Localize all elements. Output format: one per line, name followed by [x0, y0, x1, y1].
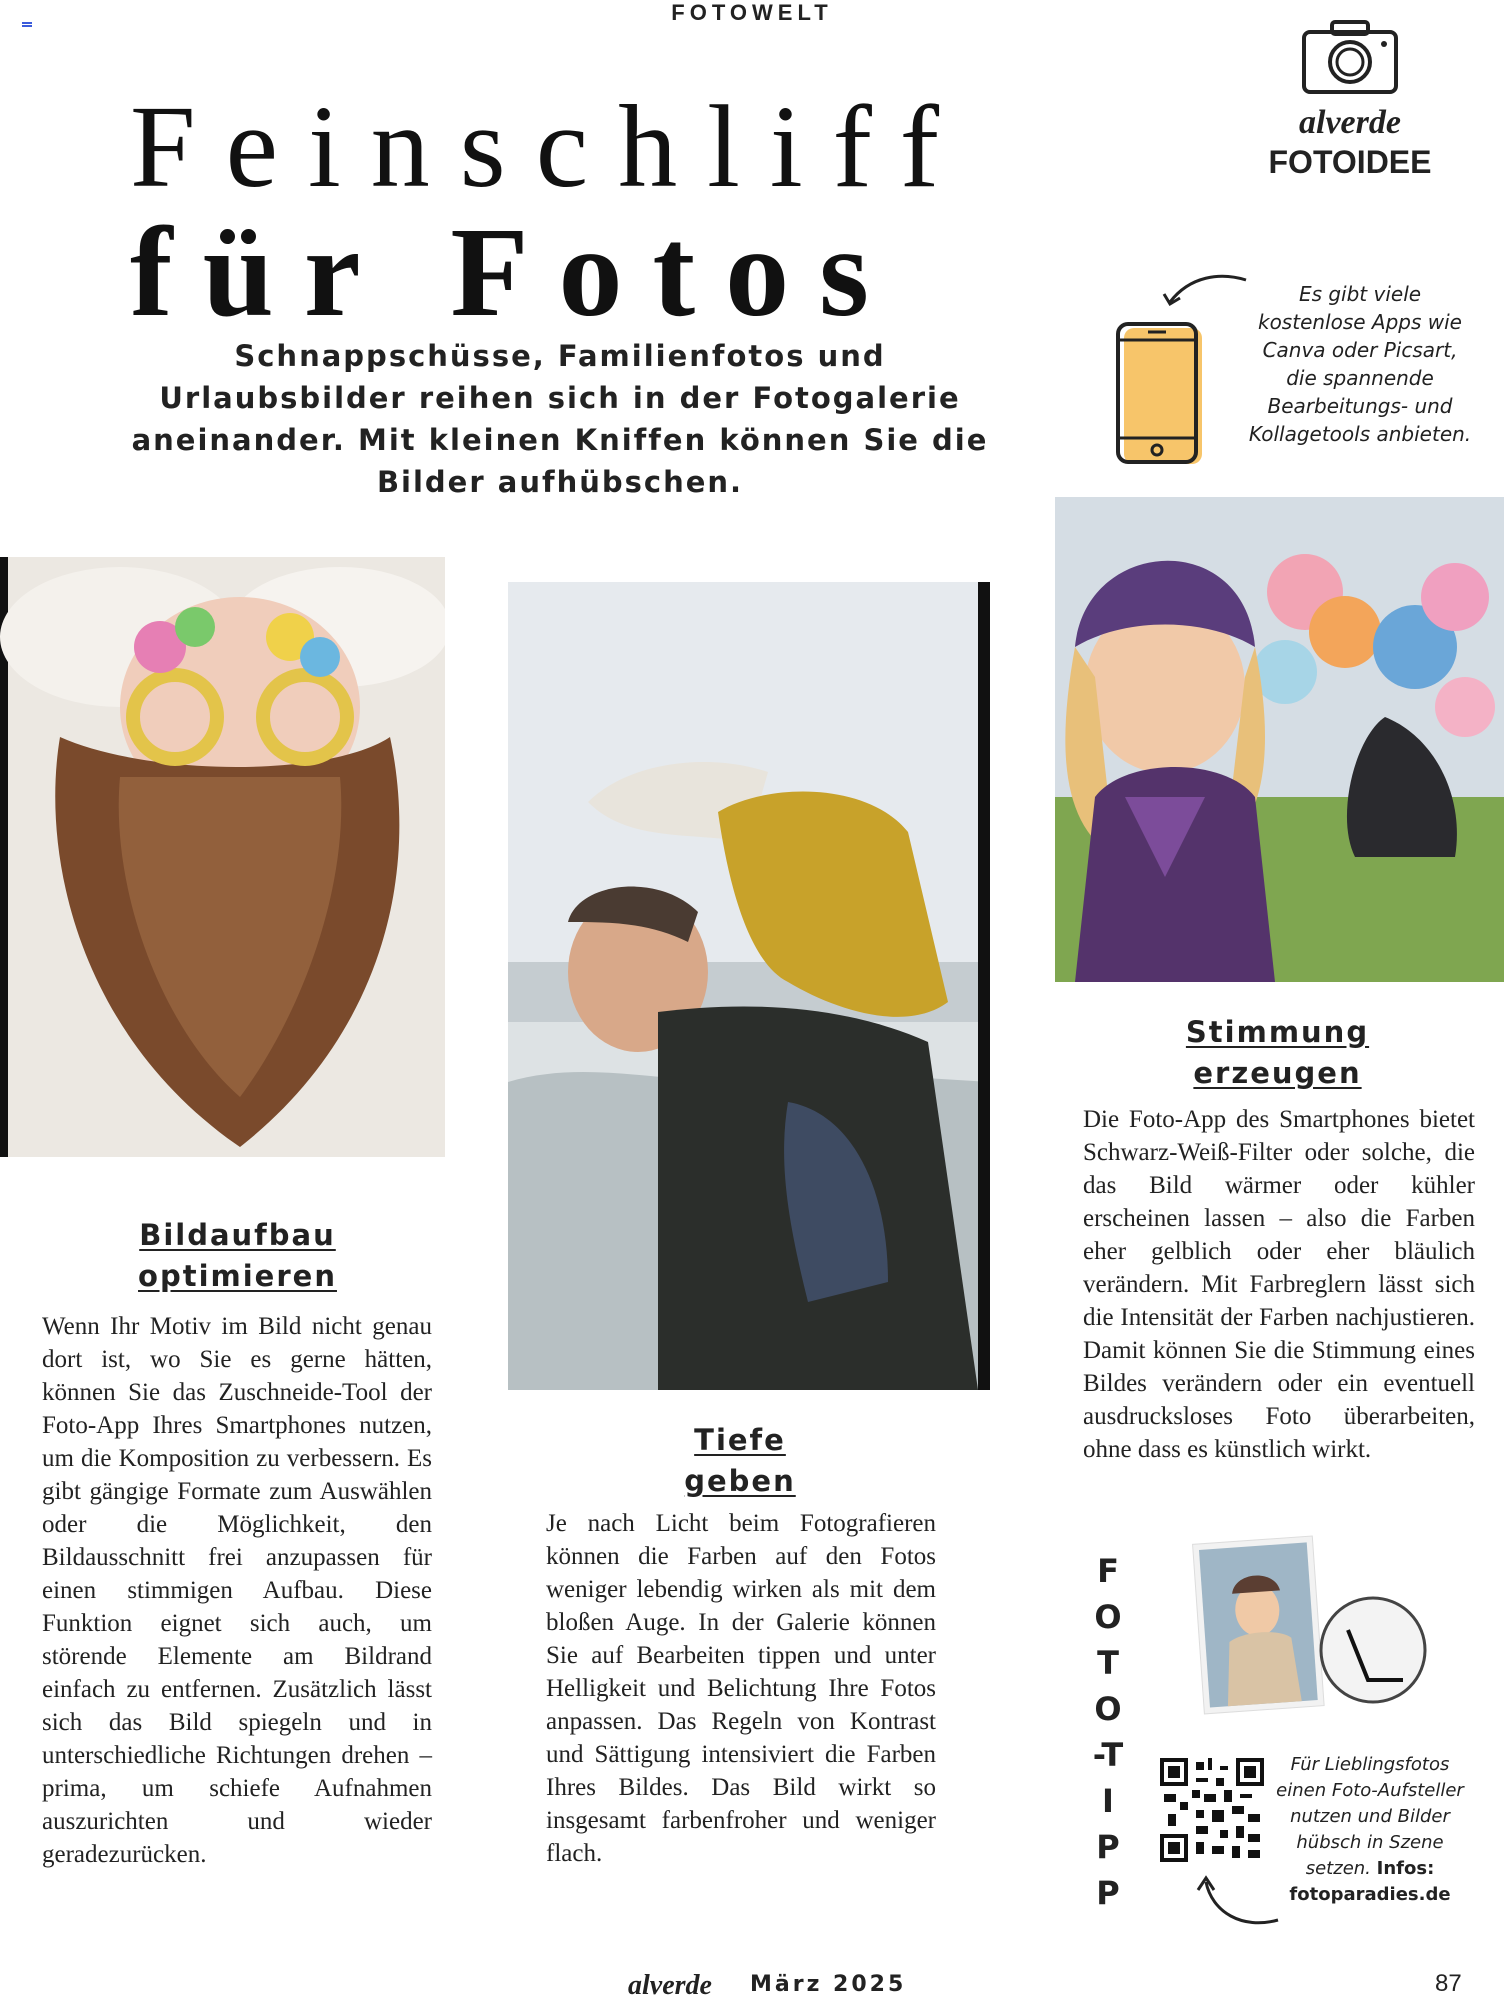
foto-tipp-note-text: Für Lieblingsfotos einen Foto-Aufsteller nutzen und Bilder hübsch in Szene setzen. — [1276, 1754, 1464, 1879]
footer-date: März 2025 — [750, 1972, 907, 1997]
footer-brand: alverde — [628, 1970, 712, 2000]
heading-line1: Tiefe — [694, 1423, 786, 1457]
section-body-bildaufbau: Wenn Ihr Motiv im Bild nicht genau dort ist, wo Sie es gerne hätten, können Sie das Zuschneide-Tool der Foto-App Ihres Smartphones nutzen, um die Komposition zu verbessern. Es gibt gängige Formate zum Auswählen oder die Möglichkeit, den Bildausschnitt frei anzupassen für einen stimmigen Aufbau. Diese Funktion eignet sich auch, um störende Elemente am Bildrand einfach zu entfernen. Zusätzlich lässt sich das Bild spiegeln und in unterschiedliche Richtungen drehen – prima, um schiefe Aufnahmen auszurichten und wieder geradezurücken. — [42, 1313, 432, 1868]
section-body-stimmung: Die Foto-App des Smartphones bietet Schwarz-Weiß-Filter oder solche, die das Bild wärmer oder kühler erscheinen lassen – also die Farben eher gelblich oder eher bläulich verändern. Mit Farbreglern lässt sich die Intensität der Farben nachjustieren. Damit können Sie die Stimmung eines Bildes verändern oder ein eventuell ausdrucksloses Foto überarbeiten, ohne dass es künstlich wirkt. — [1083, 1106, 1475, 1463]
heading-line2: optimieren — [138, 1259, 337, 1293]
arrow-icon — [1192, 1872, 1282, 1932]
photo-girl-upside-down — [0, 557, 445, 1157]
foto-tipp-link-label: Infos: — [1376, 1858, 1435, 1879]
photo-stand-product — [1188, 1530, 1428, 1720]
foto-tipp-note — [1270, 1752, 1470, 1908]
section-heading-bildaufbau — [0, 1215, 475, 1297]
section-body-tiefe: Je nach Licht beim Fotografieren können die Farben auf den Fotos weniger lebendig wirken als mit dem bloßen Auge. In der Galerie können Sie auf Bearbeiten tippen und unter Helligkeit und Belichtung Ihre Fotos anpassen. Das Regeln von Kontrast und Sättigung intensiviert die Farben Ihres Bildes. Das Bild wirkt so insgesamt farbenfroher und weniger flach. — [546, 1510, 936, 1867]
lede-text: Schnappschüsse, Familienfotos und Urlaubsbilder reihen sich in der Fotogalerie aneinander. Mit kleinen Kniffen können Sie die Bilder aufhübschen. — [131, 339, 989, 499]
heading-line1: Stimmung — [1185, 1015, 1370, 1049]
foto-tipp-label: FOTO-TIPP — [1092, 1552, 1124, 1912]
heading-line2: erzeugen — [1193, 1056, 1362, 1090]
page-title-line2: für Fotos — [130, 201, 899, 343]
phone-note-text: Es gibt viele kostenlose Apps wie Canva oder Picsart, die spannende Bearbeitungs- und Kollagetools anbieten. — [1248, 282, 1472, 446]
section-heading-tiefe — [490, 1420, 990, 1502]
section-heading-stimmung — [1040, 1012, 1504, 1094]
smartphone-icon — [1110, 320, 1210, 470]
page-title-line1: Feinschliff — [130, 81, 970, 212]
fotoidee-badge — [1240, 16, 1460, 181]
arrow-icon — [1160, 272, 1250, 312]
camera-icon — [1300, 16, 1400, 96]
badge-brand: alverde — [1299, 104, 1401, 141]
section-label: FOTOWELT — [671, 0, 833, 25]
qr-code[interactable] — [1160, 1758, 1264, 1862]
heading-line2: geben — [684, 1464, 796, 1498]
photo-girl-balloons — [1055, 497, 1504, 982]
foto-tipp-link[interactable]: fotoparadies.de — [1289, 1884, 1451, 1905]
heading-line1: Bildaufbau — [139, 1218, 336, 1252]
badge-label: FOTOIDEE — [1268, 144, 1432, 180]
photo-piggyback-beach — [508, 582, 990, 1390]
page-number: 87 — [1435, 1970, 1462, 1997]
